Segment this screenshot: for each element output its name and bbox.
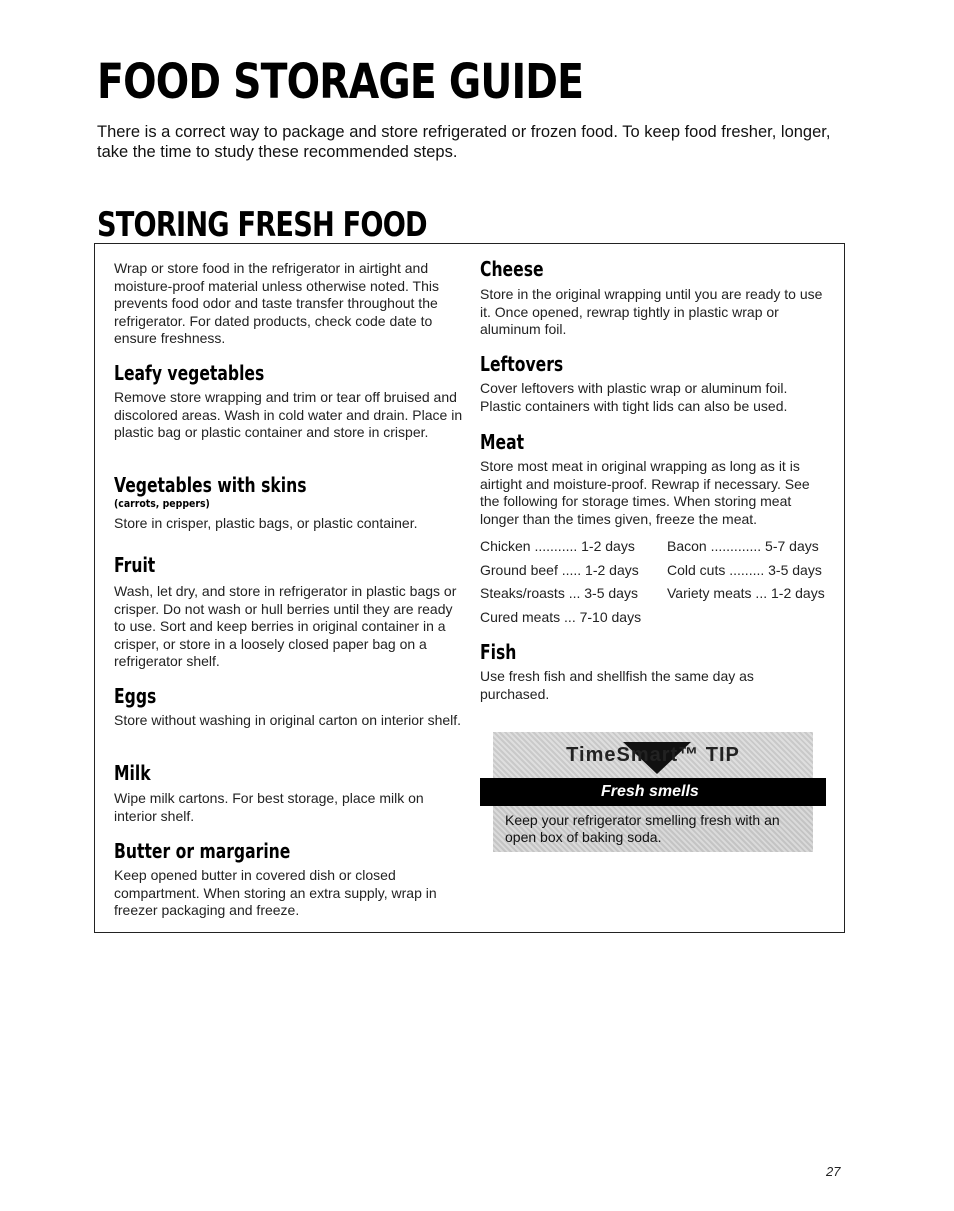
butter-heading: Butter or margarine	[114, 839, 291, 863]
storage-time-item: Cured meats ... 7-10 days	[480, 608, 642, 625]
page-title: FOOD STORAGE GUIDE	[97, 54, 584, 110]
cheese-heading: Cheese	[480, 257, 544, 281]
storage-time-item: Variety meats ... 1-2 days	[667, 585, 825, 601]
tip-header	[493, 732, 813, 778]
leftovers-section	[480, 352, 830, 415]
timesmart-tip-box	[480, 732, 826, 852]
butter-text: Keep opened butter in covered dish or closed compartment. When storing an extra supply, wrap in freezer packaging and freeze.	[114, 867, 437, 918]
vegetables-skins-section	[114, 473, 466, 533]
milk-heading: Milk	[114, 761, 151, 785]
section-title: STORING FRESH FOOD	[97, 205, 427, 245]
intro-paragraph: There is a correct way to package and store refrigerated or frozen food. To keep food fresher, longer, take the time to study these recommended steps.	[97, 123, 831, 161]
fruit-heading: Fruit	[114, 553, 156, 577]
fruit-text: Wash, let dry, and store in refrigerator in plastic bags or crisper. Do not wash or hull berries until they are ready to use. Sort and keep berries in original container in a crisper, or store in a loosely closed paper bag on a refrigerator shelf.	[114, 583, 457, 669]
left-intro: Wrap or store food in the refrigerator in airtight and moisture-proof material unless otherwise noted. This prevents food odor and taste transfer throughout the refrigerator. For dated products, check code date to ensure freshness.	[114, 260, 440, 346]
vegetables-skins-text: Store in crisper, plastic bags, or plastic container.	[114, 515, 418, 531]
leafy-vegetables-heading: Leafy vegetables	[114, 361, 265, 385]
storage-time-item: Ground beef ..... 1-2 days	[480, 561, 639, 578]
fruit-section	[114, 553, 466, 671]
meat-storage-times	[480, 538, 830, 626]
page-number: 27	[826, 1164, 841, 1179]
storage-time-item: Bacon ............. 5-7 days	[667, 538, 819, 554]
milk-text: Wipe milk cartons. For best storage, place milk on interior shelf.	[114, 790, 424, 824]
fish-section	[480, 640, 830, 703]
eggs-heading: Eggs	[114, 684, 157, 708]
milk-section	[114, 761, 466, 825]
eggs-section	[114, 684, 466, 730]
leafy-vegetables-text: Remove store wrapping and trim or tear off bruised and discolored areas. Wash in cold water and drain. Place in plastic bag or plastic container and store in crisper.	[114, 389, 463, 440]
storing-fresh-food-box	[94, 243, 845, 933]
storage-time-item: Steaks/roasts ... 3-5 days	[480, 585, 638, 601]
meat-heading: Meat	[480, 430, 525, 454]
tip-text: Keep your refrigerator smelling fresh with an open box of baking soda.	[493, 806, 813, 852]
cheese-section	[480, 257, 830, 339]
fish-text: Use fresh fish and shellfish the same day as purchased.	[480, 668, 754, 702]
leftovers-text: Cover leftovers with plastic wrap or aluminum foil. Plastic containers with tight lids can also be used.	[480, 380, 788, 414]
meat-text: Store most meat in original wrapping as long as it is airtight and moisture-proof. Rewrap if necessary. See the following for storage times. When storing meat longer than the times given, freeze the meat.	[480, 458, 810, 527]
leafy-vegetables-section	[114, 361, 466, 442]
eggs-text: Store without washing in original carton on interior shelf.	[114, 712, 462, 728]
cheese-text: Store in the original wrapping until you are ready to use it. Once opened, rewrap tightly in plastic wrap or aluminum foil.	[480, 286, 823, 337]
storage-time-item: Cold cuts ......... 3-5 days	[667, 561, 822, 578]
meat-section	[480, 430, 830, 626]
butter-section	[114, 839, 466, 920]
storage-time-item: Chicken ........... 1-2 days	[480, 538, 635, 554]
vegetables-skins-subheading: (carrots, peppers)	[114, 497, 210, 510]
vegetables-skins-heading: Vegetables with skins	[114, 473, 307, 497]
tip-label: TimeSmart™ TIP	[566, 743, 740, 766]
tip-title: Fresh smells	[480, 778, 826, 806]
leftovers-heading: Leftovers	[480, 352, 564, 376]
fish-heading: Fish	[480, 640, 517, 664]
